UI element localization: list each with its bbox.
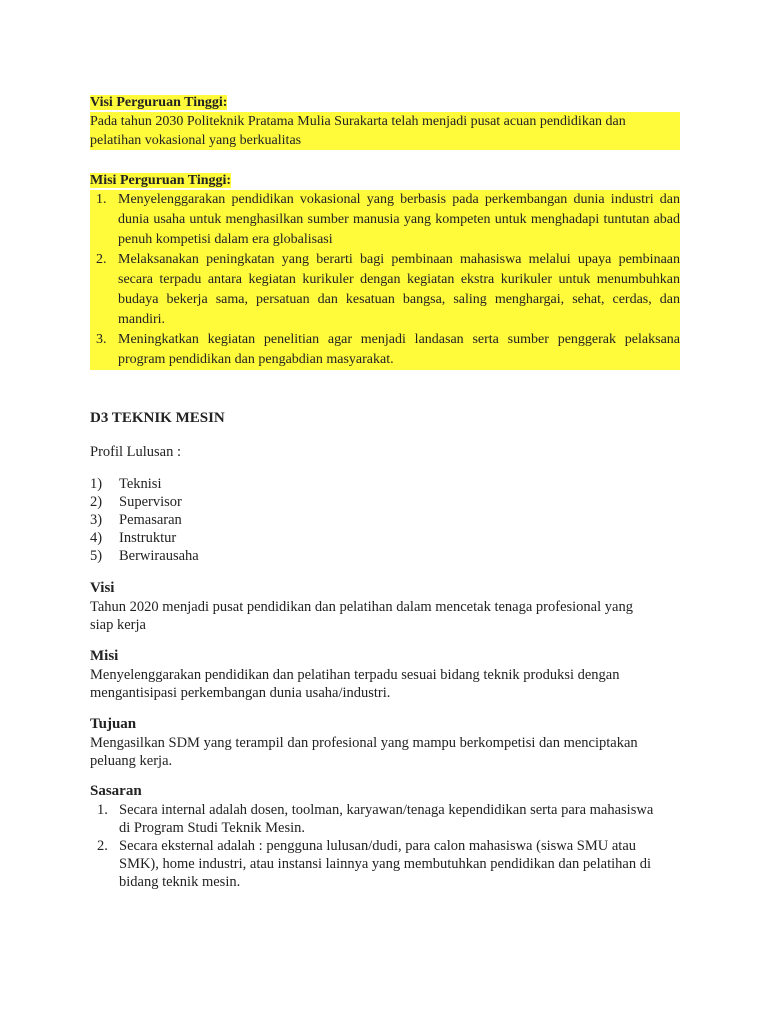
visi-pt-text bbox=[90, 112, 680, 150]
list-item: 3. Meningkatkan kegiatan penelitian agar menjadi landasan serta sumber penggerak pelaksana program pendidikan dan pengabdian masyarakat. bbox=[90, 330, 680, 370]
visi-pt-line1: Pada tahun 2030 Politeknik Pratama Mulia Surakarta telah menjadi pusat acuan pendidikan dan bbox=[90, 114, 626, 129]
sasaran-list bbox=[90, 801, 690, 891]
misi-pt-list bbox=[90, 190, 680, 370]
list-item: 2. Melaksanakan peningkatan yang berarti bagi pembinaan mahasiswa melalui upaya pembinaan secara terpadu antara kegiatan kurikuler dengan kegiatan ekstra kurikuler untuk menumbuhkan budaya bekerja sama, persatuan dan kesatuan bangsa, saling menghargai, sehat, cerdas, dan mandiri. bbox=[90, 250, 680, 330]
list-item: 4) Instruktur bbox=[90, 530, 177, 546]
misi-heading: Misi bbox=[90, 648, 119, 664]
list-item: 1. Secara internal adalah dosen, toolman, karyawan/tenaga kependidikan serta para mahasiswa di Program Studi Teknik Mesin. bbox=[97, 802, 654, 836]
visi-text: Tahun 2020 menjadi pusat pendidikan dan pelatihan dalam mencetak tenaga profesional yang siap kerja bbox=[90, 599, 633, 633]
misi-pt-title: Misi Perguruan Tinggi: bbox=[90, 173, 232, 188]
profil-lulusan-label: Profil Lulusan : bbox=[90, 444, 182, 460]
tujuan-text: Mengasilkan SDM yang terampil dan profesional yang mampu berkompetisi dan menciptakan peluang kerja. bbox=[90, 735, 638, 769]
visi-heading: Visi bbox=[90, 580, 115, 596]
list-item: 2. Secara eksternal adalah : pengguna lulusan/dudi, para calon mahasiswa (siswa SMU atau SMK), home industri, atau instansi lainnya yang membutuhkan pendidikan dan pelatihan di bidang teknik mesin. bbox=[97, 838, 651, 890]
list-item: 1) Teknisi bbox=[90, 476, 162, 492]
visi-pt-line2: pelatihan vokasional yang berkualitas bbox=[90, 133, 302, 148]
list-item: 5) Berwirausaha bbox=[90, 548, 199, 564]
tujuan-heading: Tujuan bbox=[90, 716, 137, 732]
list-item: 1. Menyelenggarakan pendidikan vokasional yang berbasis pada perkembangan dunia industri dan dunia usaha untuk menghasilkan sumber manusia yang kompeten untuk menghadapi tuntutan abad penuh kompetisi dalam era globalisasi bbox=[90, 190, 680, 250]
highlighted-section bbox=[90, 94, 680, 370]
sasaran-heading: Sasaran bbox=[90, 783, 142, 799]
misi-text: Menyelenggarakan pendidikan dan pelatihan terpadu sesuai bidang teknik produksi dengan mengantisipasi perkembangan dunia usaha/industri. bbox=[90, 667, 620, 701]
program-title: D3 TEKNIK MESIN bbox=[90, 410, 225, 426]
visi-pt-title: Visi Perguruan Tinggi: bbox=[90, 95, 228, 110]
list-item: 3) Pemasaran bbox=[90, 512, 182, 528]
list-item: 2) Supervisor bbox=[90, 494, 182, 510]
profil-lulusan-list bbox=[90, 475, 690, 565]
